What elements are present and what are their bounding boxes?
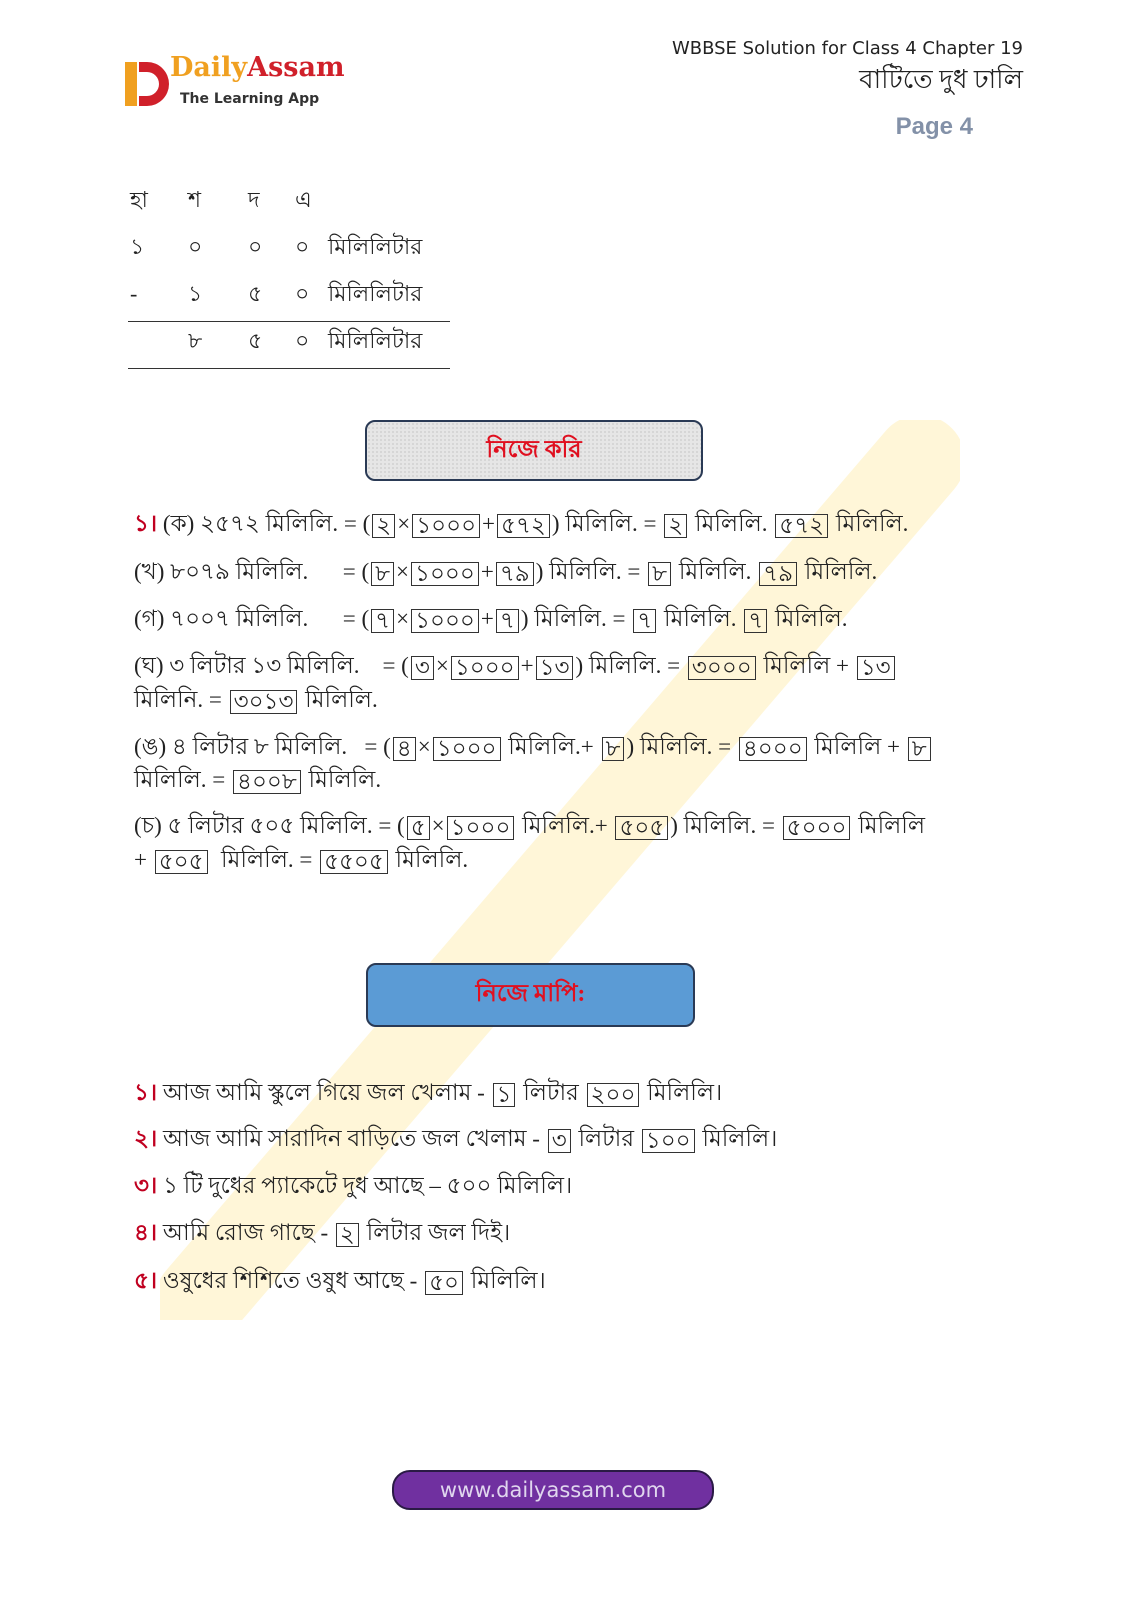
text: ×: [396, 606, 410, 631]
page-number: Page 4: [895, 113, 973, 140]
answer-box: ১০০০: [451, 656, 519, 680]
answer-box: ৩০০০: [688, 656, 756, 680]
answer-line: [134, 846, 468, 874]
text: ×: [397, 511, 411, 536]
answer-box: ১০০০: [433, 737, 501, 761]
text: মিলিলি।: [641, 1080, 723, 1105]
text: আজ আমি সারাদিন বাড়িতে জল খেলাম -: [157, 1126, 546, 1151]
text: মিলিলি.+: [502, 734, 600, 759]
text: ওষুধের শিশিতে ওষুধ আছে -: [157, 1268, 424, 1293]
answer-box: ৪: [393, 737, 416, 761]
answer-box: ১০০০: [411, 609, 479, 633]
answer-box: ২: [372, 514, 395, 538]
text: (ক) ২৫৭২ মিলিলি. = (: [157, 511, 371, 536]
text: (চ) ৫ লিটার ৫০৫ মিলিলি. = (: [134, 813, 405, 838]
divider: [128, 368, 450, 369]
logo-name: [170, 52, 345, 84]
text: ×: [417, 734, 431, 759]
divider: [128, 321, 450, 322]
answer-line: [134, 812, 925, 840]
table-cell: ৫: [248, 281, 263, 306]
subtraction-table: [130, 185, 460, 373]
answer-box: ৫৭২: [775, 514, 828, 538]
text: মিলিলি.: [689, 511, 774, 536]
answer-box: ৫৭২: [497, 514, 550, 538]
table-row: [130, 279, 460, 326]
answer-box: ৭: [371, 609, 394, 633]
text: মিলিলি.+: [516, 813, 614, 838]
answer-box: ৭: [496, 609, 519, 633]
answer-box: ৪০০৮: [233, 770, 301, 794]
text: ) মিলিলি. =: [575, 653, 686, 678]
answer-line: [134, 1172, 572, 1200]
question-number: ১।: [134, 1080, 158, 1105]
text: মিলিলি.: [799, 559, 878, 584]
answer-box: ১০০০: [412, 514, 480, 538]
text: মিলিলি +: [808, 734, 906, 759]
answer-box: ৫৫০৫: [320, 850, 388, 874]
text: লিটার: [572, 1126, 640, 1151]
text: লিটার: [517, 1080, 585, 1105]
table-cell: ০: [295, 328, 310, 353]
footer-website-link[interactable]: www.dailyassam.com: [392, 1470, 714, 1510]
table-cell: ০: [295, 234, 310, 259]
answer-box: ৮: [602, 737, 625, 761]
table-cell: হা: [130, 187, 148, 212]
table-cell: ৮: [188, 328, 203, 353]
section-banner-nije-mapi: নিজে মাপি:: [366, 963, 695, 1027]
text: (খ) ৮০৭৯ মিলিলি. = (: [134, 559, 370, 584]
table-cell: ১: [188, 281, 203, 306]
answer-box: ৪০০০: [739, 737, 807, 761]
answer-line: [134, 605, 848, 633]
question-number: ২।: [134, 1126, 158, 1151]
text: +: [482, 511, 496, 536]
text: (গ) ৭০০৭ মিলিলি. = (: [134, 606, 370, 631]
text: +: [480, 559, 494, 584]
text: মিলিলি.: [302, 767, 382, 792]
text: মিলিলি: [852, 813, 926, 838]
answer-line: [134, 766, 381, 794]
answer-box: ২০০: [587, 1083, 640, 1107]
answer-line: [134, 686, 378, 714]
text: ) মিলিলি. =: [520, 606, 632, 631]
table-cell: ১: [130, 234, 145, 259]
text: +: [134, 847, 153, 872]
question-number: ১।: [134, 511, 158, 536]
text: মিলিলি.: [299, 687, 378, 712]
answer-box: ৫০: [425, 1271, 463, 1295]
table-cell: ০: [188, 234, 203, 259]
answer-box: ৭: [633, 609, 656, 633]
table-header: [130, 185, 460, 232]
answer-box: ২: [664, 514, 687, 538]
chapter-title: বাটিতে দুধ ঢালি: [859, 65, 1023, 94]
answer-box: ৮: [648, 562, 671, 586]
answer-box: ৩০১৩: [230, 690, 298, 714]
text: মিলিলি।: [465, 1268, 546, 1293]
text: মিলিলি. =: [209, 847, 319, 872]
answer-line: [134, 652, 897, 680]
table-cell: মিলিলিটার: [328, 328, 423, 353]
text: +: [480, 606, 494, 631]
answer-box: ৫০০০: [783, 816, 851, 840]
table-row: [130, 326, 460, 373]
answer-box: ৫০৫: [615, 816, 668, 840]
answer-line: [134, 733, 933, 761]
answer-box: ৮: [908, 737, 931, 761]
text: ) মিলিলি. =: [626, 734, 737, 759]
table-cell: শ: [188, 187, 202, 212]
answer-box: ৭: [744, 609, 767, 633]
answer-box: ৩: [548, 1129, 571, 1153]
text: ×: [431, 813, 445, 838]
logo-name-daily: Daily: [170, 52, 248, 83]
table-cell: ০: [295, 281, 310, 306]
table-cell: মিলিলিটার: [328, 234, 423, 259]
text: ) মিলিলি. =: [535, 559, 647, 584]
text: ) মিলিলি. =: [551, 511, 663, 536]
text: আজ আমি স্কুলে গিয়ে জল খেলাম -: [157, 1080, 491, 1105]
logo-name-assam: Assam: [247, 52, 345, 83]
question-number: ৩।: [134, 1173, 158, 1198]
text: মিলিলি. =: [134, 767, 232, 792]
answer-box: ১০০০: [447, 816, 515, 840]
logo-icon: [125, 58, 169, 110]
answer-line: [134, 1125, 777, 1153]
answer-box: ১৩: [536, 656, 574, 680]
answer-line: [134, 1267, 546, 1295]
table-cell: ০: [248, 234, 263, 259]
table-cell: ৫: [248, 328, 263, 353]
text: মিলিলি।: [696, 1126, 778, 1151]
table-cell: -: [130, 281, 138, 306]
answer-box: ১৩: [857, 656, 895, 680]
text: ×: [396, 559, 410, 584]
text: মিলিলি.: [830, 511, 909, 536]
table-cell: এ: [295, 187, 312, 212]
answer-box: ৫: [407, 816, 430, 840]
answer-box: ১০০: [642, 1129, 695, 1153]
text: মিলিলি.: [389, 847, 469, 872]
answer-box: ৭৯: [496, 562, 534, 586]
answer-box: ১: [493, 1083, 516, 1107]
answer-box: ২: [336, 1223, 359, 1247]
text: ×: [435, 653, 449, 678]
answer-box: ৫০৫: [155, 850, 208, 874]
text: ১ টি দুধের প্যাকেটে দুধ আছে – ৫০০ মিলিলি।: [157, 1173, 573, 1198]
text: মিলিলি.: [769, 606, 848, 631]
table-row: [130, 232, 460, 279]
logo-tagline: The Learning App: [180, 91, 320, 107]
answer-line: [134, 1079, 722, 1107]
answer-box: ৭৯: [759, 562, 797, 586]
answer-line: [134, 558, 877, 586]
text: (ঙ) ৪ লিটার ৮ মিলিলি. = (: [134, 734, 391, 759]
table-cell: দ: [248, 187, 260, 212]
text: মিলিনি. =: [134, 687, 228, 712]
section-banner-nije-kori: নিজে করি: [365, 420, 703, 481]
answer-box: ৮: [371, 562, 394, 586]
text: মিলিলি.: [658, 606, 743, 631]
text: মিলিলি.: [673, 559, 758, 584]
document-title: WBBSE Solution for Class 4 Chapter 19: [671, 38, 1023, 59]
text: মিলিলি +: [757, 653, 855, 678]
text: আমি রোজ গাছে -: [157, 1220, 334, 1245]
answer-line: [134, 1219, 510, 1247]
question-number: ৫।: [134, 1268, 158, 1293]
text: ) মিলিলি. =: [670, 813, 781, 838]
text: লিটার জল দিই।: [360, 1220, 511, 1245]
table-cell: মিলিলিটার: [328, 281, 423, 306]
answer-line: [134, 510, 908, 538]
question-number: ৪।: [134, 1220, 158, 1245]
text: (ঘ) ৩ লিটার ১৩ মিলিলি. = (: [134, 653, 409, 678]
text: +: [520, 653, 534, 678]
answer-box: ৩: [411, 656, 434, 680]
answer-box: ১০০০: [411, 562, 479, 586]
